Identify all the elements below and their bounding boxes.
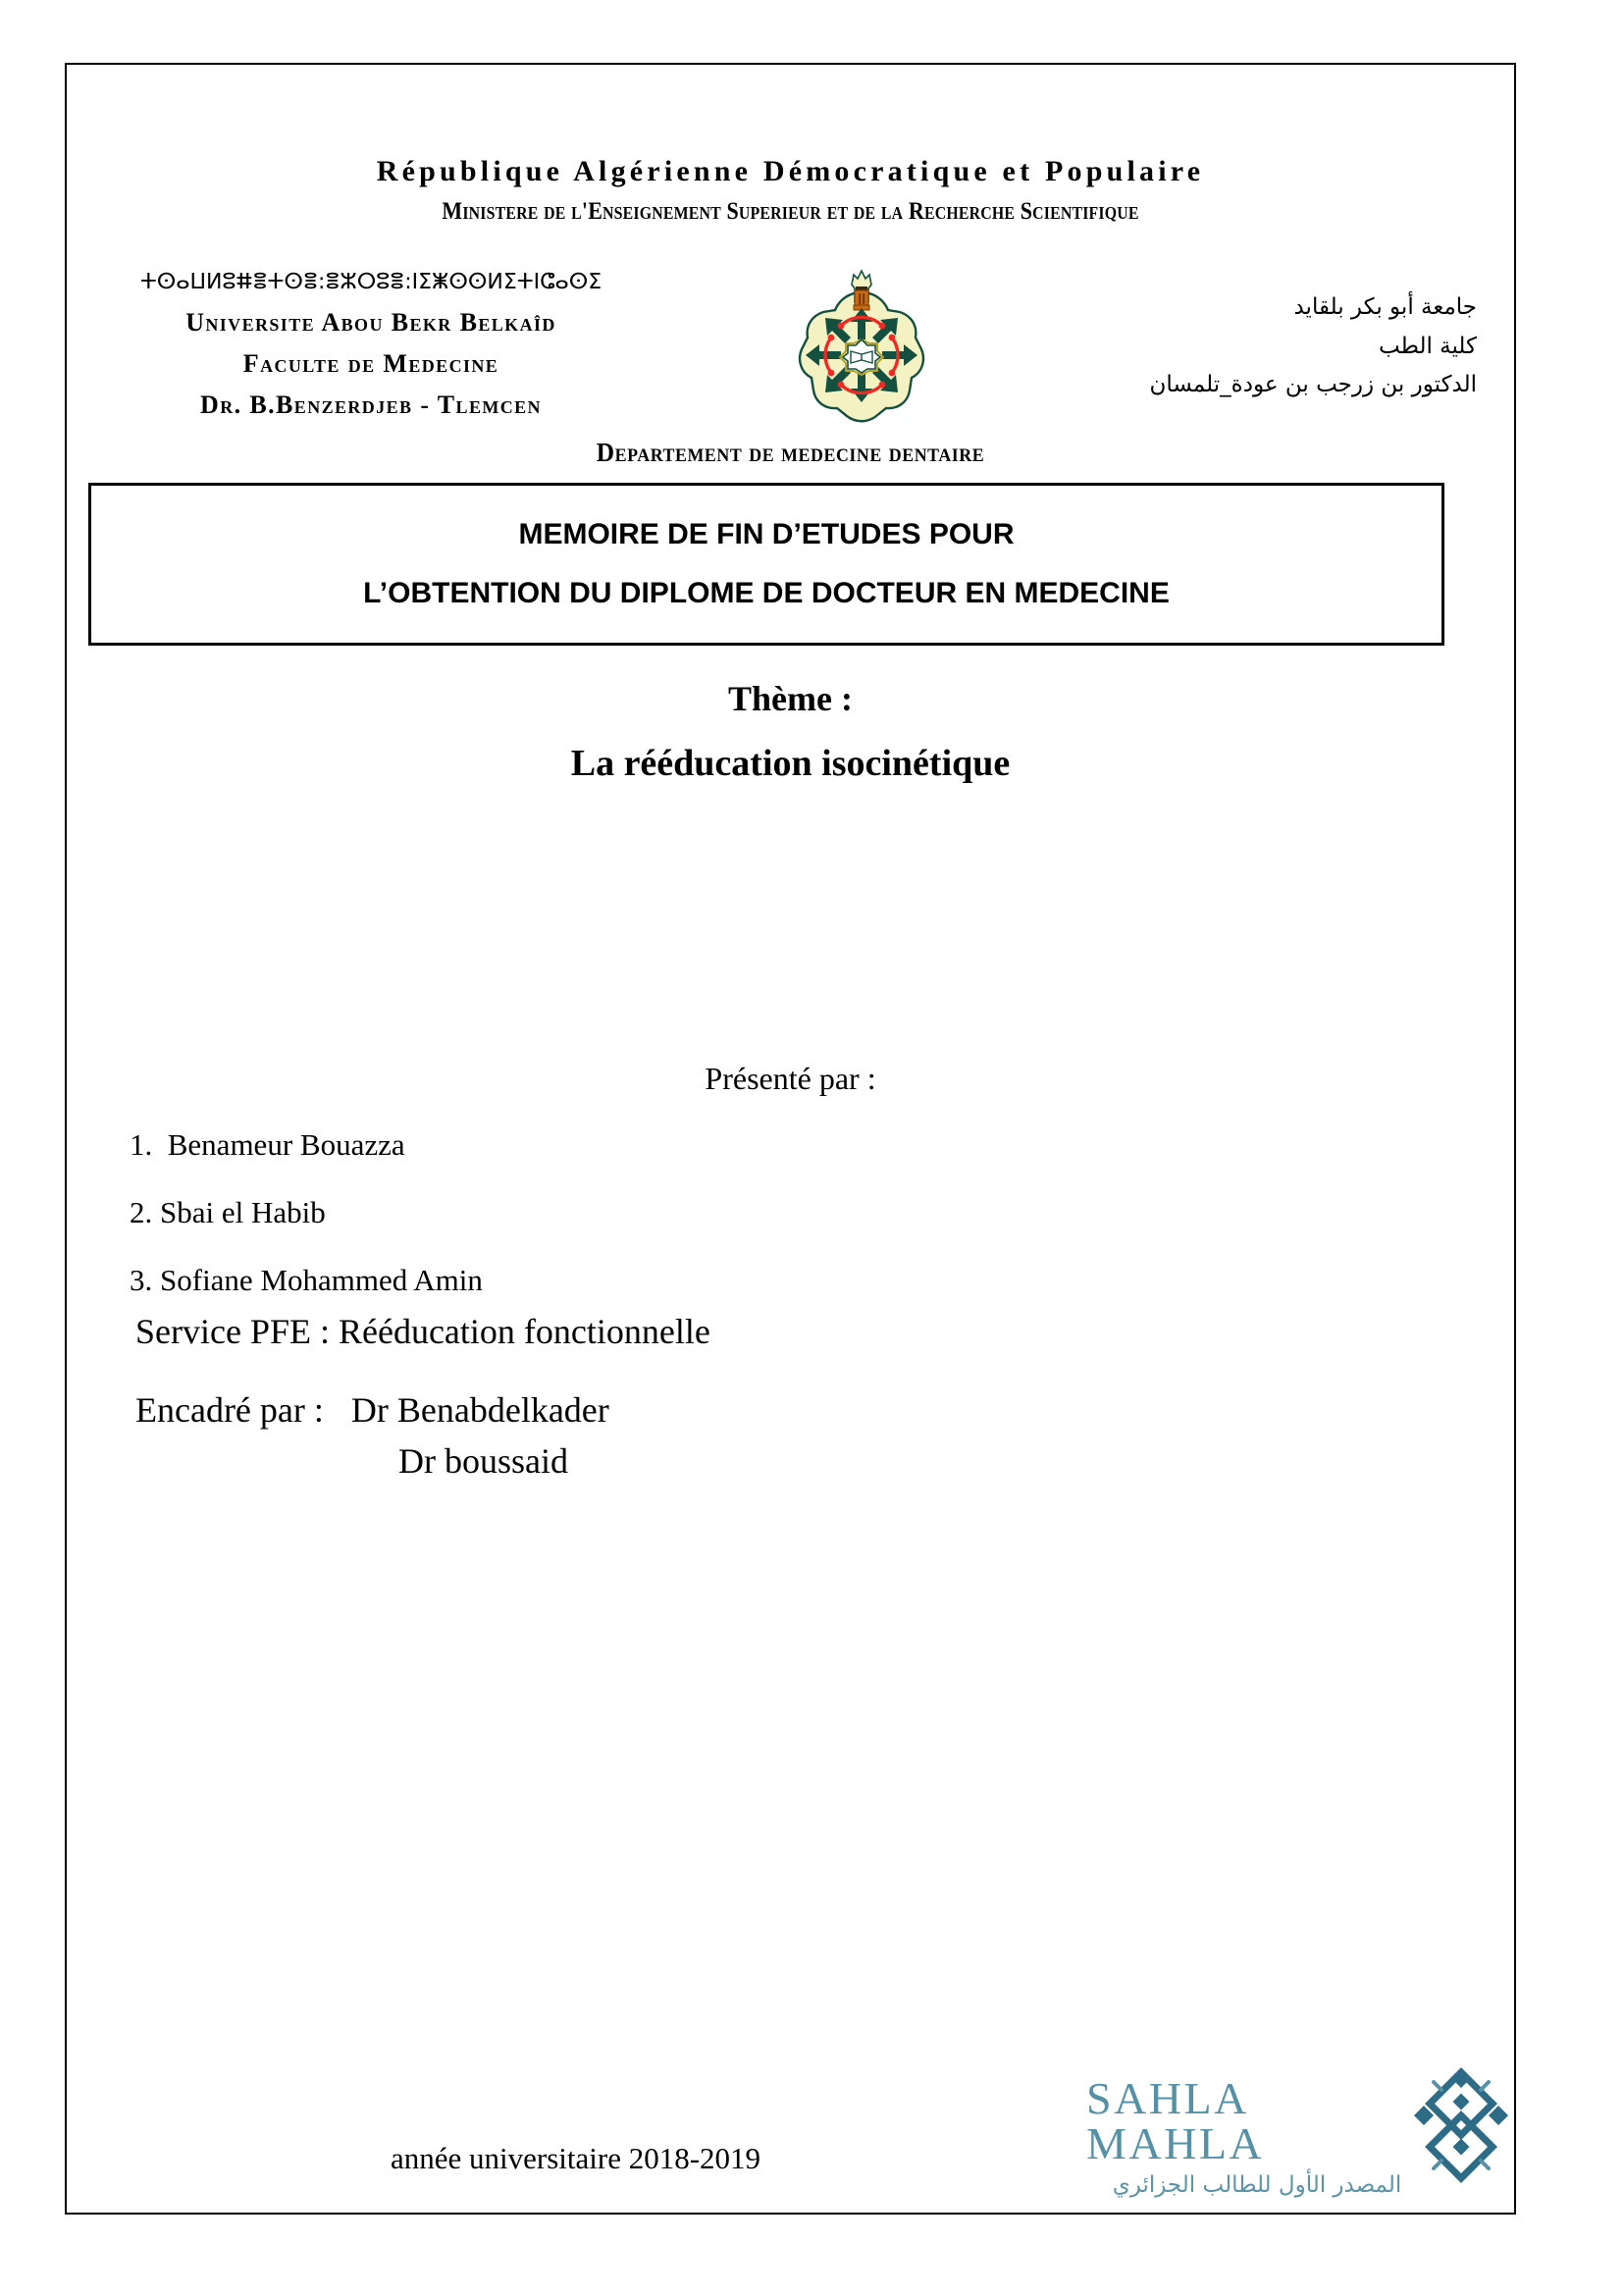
list-item: 3. Sofiane Mohammed Amin <box>130 1263 483 1297</box>
university-arabic-names <box>1045 288 1477 405</box>
watermark-text <box>1086 2073 1428 2198</box>
arabic-university-name: جامعة أبو بكر بلقايد <box>1293 294 1477 320</box>
sahla-mahla-watermark <box>1086 2066 1508 2200</box>
arabic-campus-name: الدكتور بن زرجب بن عودة_تلمسان <box>1149 372 1477 398</box>
ministry-heading: Ministere de l'Enseignement Superieur et de la Recherche Scientifique <box>442 198 1139 225</box>
page-content <box>67 65 1514 2213</box>
list-item: 2. Sbai el Habib <box>130 1195 326 1229</box>
theme-label: Thème : <box>728 679 853 718</box>
institution-identity-block <box>67 271 1514 457</box>
supervisor-primary-row <box>135 1389 1019 1431</box>
list-item: 1. Benameur Bouazza <box>130 1127 405 1162</box>
watermark-subtitle: المصدر الأول للطالب الجزائري <box>1112 2172 1402 2198</box>
tifinagh-script-line: ⵜⵙⴰⵡⵍⵓⵌⴻⵜⵙⴻ:ⴻⵣⵔⵓⴻ:ⵏⵉⵥⵙⵙⵍⵉⵜⵏⵛⴰⵙⵉ <box>139 270 602 294</box>
berber-diamond-mark-icon <box>1414 2066 1508 2184</box>
diploma-line-1: MEMOIRE DE FIN D’ETUDES POUR <box>518 518 1015 550</box>
thesis-title: La rééducation isocinétique <box>570 743 1011 784</box>
arabic-faculty-name: كلية الطب <box>1379 333 1477 359</box>
university-emblem-icon <box>798 269 925 426</box>
diploma-line-2: L’OBTENTION DU DIPLOME DE DOCTEUR EN MEDECINE <box>363 577 1170 609</box>
supervisor-label: Encadré par : <box>135 1390 324 1430</box>
page-border <box>65 63 1516 2215</box>
authors-list <box>130 1129 816 1332</box>
supervisor-name-2: Dr boussaid <box>398 1441 568 1481</box>
faculty-name: Faculte de Medecine <box>242 349 499 379</box>
university-latin-names <box>96 271 646 427</box>
supervisors-block <box>135 1389 1019 1482</box>
campus-name: Dr. B.Benzerdjeb - Tlemcen <box>200 391 542 420</box>
diploma-statement-box <box>88 483 1444 646</box>
presented-by-heading: Présenté par : <box>705 1061 876 1096</box>
service-line: Service PFE : Rééducation fonctionnelle <box>135 1312 710 1351</box>
watermark-title: SAHLA MAHLA <box>1086 2073 1265 2168</box>
university-name: Universite Abou Bekr Belkaîd <box>185 308 556 338</box>
academic-year: année universitaire 2018-2019 <box>391 2141 761 2175</box>
department-heading: Departement de medecine dentaire <box>596 438 985 467</box>
supervisor-name-1: Dr Benabdelkader <box>350 1390 609 1430</box>
republic-heading: République Algérienne Démocratique et Populaire <box>376 155 1205 187</box>
